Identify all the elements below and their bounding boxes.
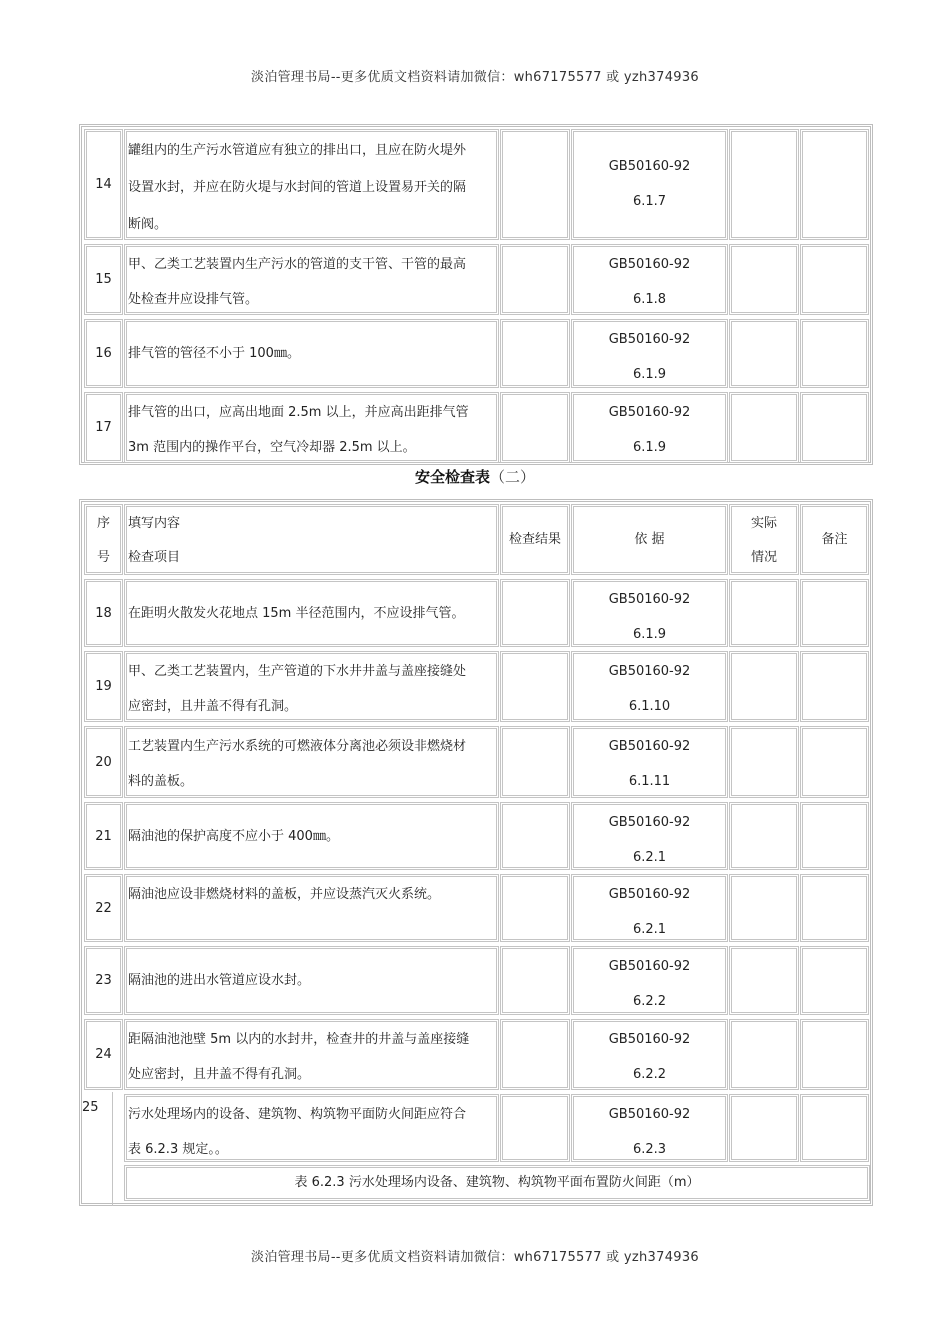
item-line: 工艺装置内生产污水系统的可燃液体分离池必须设非燃烧材 xyxy=(128,739,467,754)
check-item xyxy=(124,392,499,463)
check-item xyxy=(124,946,499,1015)
row-number: 25 xyxy=(82,1100,99,1115)
basis-clause: 6.1.9 xyxy=(632,627,667,642)
page-header: 淡泊管理书局--更多优质文档资料请加微信：wh67175577 或 yzh374936 xyxy=(251,70,699,85)
basis-code: GB50160-92 xyxy=(608,739,691,754)
table-row xyxy=(82,127,870,242)
item-line: 甲、乙类工艺装置内生产污水的管道的支干管、干管的最高 xyxy=(128,257,467,272)
actual-cell[interactable] xyxy=(729,244,799,315)
item-line: 处应密封，且井盖不得有孔洞。 xyxy=(128,1067,311,1082)
check-table-1 xyxy=(79,124,873,465)
row-number: 22 xyxy=(84,874,123,942)
actual-cell[interactable] xyxy=(729,874,799,942)
header-note: 备注 xyxy=(800,504,869,575)
basis-clause: 6.2.2 xyxy=(632,1067,667,1082)
item-line: 隔油池的保护高度不应小于 400㎜。 xyxy=(128,828,339,844)
basis-clause: 6.2.2 xyxy=(632,994,667,1009)
check-item xyxy=(124,129,499,240)
basis-code: GB50160-92 xyxy=(608,815,691,830)
table-row xyxy=(82,1017,870,1092)
header-result: 检查结果 xyxy=(500,504,570,575)
basis-clause: 6.2.1 xyxy=(632,922,667,937)
actual-cell[interactable] xyxy=(729,651,799,722)
item-line: 距隔油池池壁 5m 以内的水封井，检查井的井盖与盖座接缝 xyxy=(128,1032,470,1047)
basis-code: GB50160-92 xyxy=(608,257,691,272)
basis-code: GB50160-92 xyxy=(608,332,691,347)
result-cell[interactable] xyxy=(500,579,570,647)
table-row xyxy=(82,317,870,390)
basis-code: GB50160-92 xyxy=(608,664,691,679)
note-cell[interactable] xyxy=(800,1094,869,1162)
header-no xyxy=(84,504,123,575)
header-basis: 依 据 xyxy=(571,504,728,575)
item-line: 断阀。 xyxy=(128,217,168,232)
basis-code: GB50160-92 xyxy=(608,592,691,607)
note-cell[interactable] xyxy=(800,392,869,463)
result-cell[interactable] xyxy=(500,1094,570,1162)
actual-cell[interactable] xyxy=(729,129,799,240)
table-row xyxy=(82,649,870,724)
item-line: 处检查井应设排气管。 xyxy=(128,292,259,307)
table-row xyxy=(82,944,870,1017)
actual-cell[interactable] xyxy=(729,946,799,1015)
section-title-main: 安全检查表 xyxy=(414,468,490,486)
row-number: 24 xyxy=(84,1019,123,1090)
actual-cell[interactable] xyxy=(729,1019,799,1090)
item-line: 甲、乙类工艺装置内，生产管道的下水井井盖与盖座接缝处 xyxy=(128,664,467,679)
basis-clause: 6.1.7 xyxy=(632,194,667,209)
basis-clause: 6.2.1 xyxy=(632,850,667,865)
basis-code: GB50160-92 xyxy=(608,1032,691,1047)
header-item xyxy=(124,504,499,575)
note-cell[interactable] xyxy=(800,244,869,315)
basis-code: GB50160-92 xyxy=(608,405,691,420)
basis-cell xyxy=(571,802,728,870)
table-row xyxy=(82,390,870,465)
item-line: 隔油池应设非燃烧材料的盖板，并应设蒸汽灭火系统。 xyxy=(128,887,441,902)
item-line: 表 6.2.3 规定。。 xyxy=(128,1142,228,1157)
actual-cell[interactable] xyxy=(729,319,799,388)
row-number: 19 xyxy=(84,651,123,722)
table-row xyxy=(82,242,870,317)
result-cell[interactable] xyxy=(500,726,570,798)
note-cell[interactable] xyxy=(800,129,869,240)
actual-cell[interactable] xyxy=(729,1094,799,1162)
result-cell[interactable] xyxy=(500,392,570,463)
check-item xyxy=(124,726,499,798)
row-number: 17 xyxy=(84,392,123,463)
check-item xyxy=(124,802,499,870)
item-line: 污水处理场内的设备、建筑物、构筑物平面防火间距应符合 xyxy=(128,1107,467,1122)
header-no-line: 号 xyxy=(96,550,110,565)
header-item-line: 填写内容 xyxy=(128,516,181,531)
note-cell[interactable] xyxy=(800,726,869,798)
row-number: 23 xyxy=(84,946,123,1015)
result-cell[interactable] xyxy=(500,129,570,240)
result-cell[interactable] xyxy=(500,319,570,388)
basis-cell xyxy=(571,651,728,722)
basis-cell xyxy=(571,129,728,240)
table-caption: 表 6.2.3 污水处理场内设备、建筑物、构筑物平面布置防火间距（m） xyxy=(124,1165,870,1201)
actual-cell[interactable] xyxy=(729,802,799,870)
item-line: 应密封，且井盖不得有孔洞。 xyxy=(128,699,298,714)
check-item xyxy=(124,244,499,315)
row-number: 16 xyxy=(84,319,123,388)
basis-code: GB50160-92 xyxy=(608,887,691,902)
basis-code: GB50160-92 xyxy=(608,159,691,174)
basis-clause: 6.1.8 xyxy=(632,292,667,307)
basis-cell xyxy=(571,946,728,1015)
table-header-row xyxy=(82,502,870,577)
note-cell[interactable] xyxy=(800,1019,869,1090)
row-number: 15 xyxy=(84,244,123,315)
item-line: 料的盖板。 xyxy=(128,774,194,789)
basis-cell xyxy=(571,874,728,942)
basis-clause: 6.1.9 xyxy=(632,440,667,455)
item-line: 在距明火散发火花地点 15m 半径范围内，不应设排气管。 xyxy=(128,605,465,621)
section-title-suffix: （二） xyxy=(490,468,536,486)
result-cell[interactable] xyxy=(500,651,570,722)
note-cell[interactable] xyxy=(800,579,869,647)
check-item xyxy=(124,651,499,722)
basis-cell xyxy=(571,392,728,463)
basis-clause: 6.1.10 xyxy=(628,699,671,714)
check-item xyxy=(124,1094,499,1162)
result-cell[interactable] xyxy=(500,802,570,870)
actual-cell[interactable] xyxy=(729,579,799,647)
note-cell[interactable] xyxy=(800,946,869,1015)
basis-clause: 6.2.3 xyxy=(632,1142,667,1157)
row-number: 21 xyxy=(84,802,123,870)
page-footer: 淡泊管理书局--更多优质文档资料请加微信：wh67175577 或 yzh374936 xyxy=(251,1250,699,1265)
table-row xyxy=(82,872,870,944)
item-line: 排气管的出口，应高出地面 2.5m 以上，并应高出距排气管 xyxy=(128,405,469,420)
note-cell[interactable] xyxy=(800,651,869,722)
header-item-line: 检查项目 xyxy=(128,550,181,565)
item-line: 隔油池的进出水管道应设水封。 xyxy=(128,973,311,988)
actual-cell[interactable] xyxy=(729,392,799,463)
result-cell[interactable] xyxy=(500,946,570,1015)
row-divider xyxy=(112,1092,113,1206)
check-item xyxy=(124,579,499,647)
result-cell[interactable] xyxy=(500,1019,570,1090)
basis-code: GB50160-92 xyxy=(608,1107,691,1122)
basis-cell xyxy=(571,244,728,315)
basis-cell xyxy=(571,726,728,798)
actual-cell[interactable] xyxy=(729,726,799,798)
result-cell[interactable] xyxy=(500,244,570,315)
table-row xyxy=(82,577,870,649)
item-line: 排气管的管径不小于 100㎜。 xyxy=(128,346,300,361)
check-table-2 xyxy=(79,499,873,1206)
basis-code: GB50160-92 xyxy=(608,959,691,974)
table-row xyxy=(82,800,870,872)
check-item xyxy=(124,319,499,388)
basis-cell xyxy=(571,319,728,388)
header-actual xyxy=(729,504,799,575)
section-title xyxy=(0,466,950,487)
basis-cell xyxy=(571,579,728,647)
basis-clause: 6.1.11 xyxy=(628,774,671,789)
item-line: 3m 范围内的操作平台，空气冷却器 2.5m 以上。 xyxy=(128,440,416,455)
row-number: 18 xyxy=(84,579,123,647)
item-line: 罐组内的生产污水管道应有独立的排出口，且应在防火堤外 xyxy=(128,143,467,158)
item-line: 设置水封，并应在防火堤与水封间的管道上设置易开关的隔 xyxy=(128,180,467,195)
header-no-line: 序 xyxy=(96,516,110,531)
basis-cell xyxy=(571,1094,728,1162)
header-actual-line: 情况 xyxy=(750,550,777,565)
basis-clause: 6.1.9 xyxy=(632,367,667,382)
header-actual-line: 实际 xyxy=(750,516,777,531)
check-item xyxy=(124,1019,499,1090)
table-row xyxy=(82,1092,870,1206)
table-row xyxy=(82,724,870,800)
row-number: 14 xyxy=(84,129,123,240)
note-cell[interactable] xyxy=(800,802,869,870)
check-item xyxy=(124,874,499,942)
note-cell[interactable] xyxy=(800,319,869,388)
result-cell[interactable] xyxy=(500,874,570,942)
basis-cell xyxy=(571,1019,728,1090)
note-cell[interactable] xyxy=(800,874,869,942)
row-number: 20 xyxy=(84,726,123,798)
